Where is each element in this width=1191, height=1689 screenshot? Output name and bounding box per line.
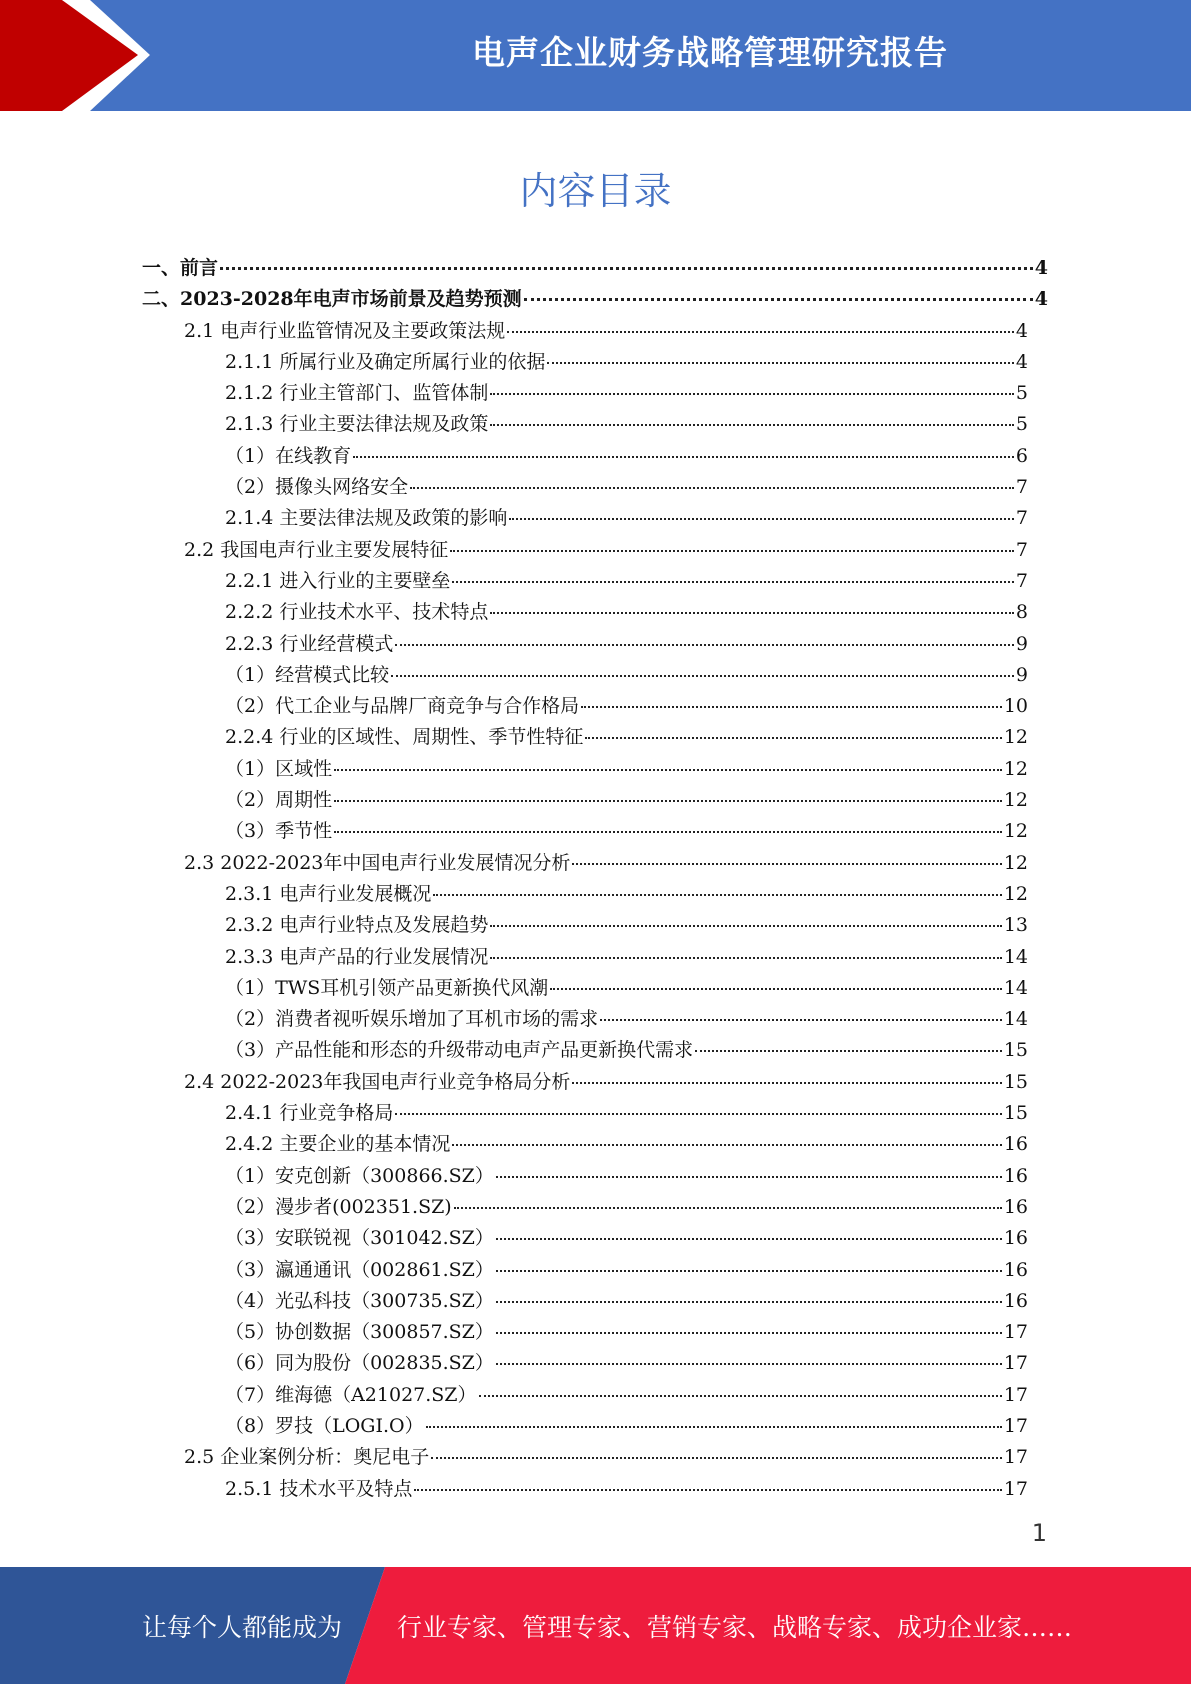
toc-entry-page: 5 xyxy=(1015,382,1028,405)
toc-entry-page: 9 xyxy=(1015,663,1028,686)
toc-dot-leader xyxy=(490,956,1001,959)
toc-dot-leader xyxy=(509,517,1014,520)
toc-entry-label: 2.2.2 行业技术水平、技术特点 xyxy=(225,601,489,624)
toc-entry-page: 4 xyxy=(1034,288,1048,311)
toc-entry-label: 2.1.4 主要法律法规及政策的影响 xyxy=(225,507,508,530)
toc-entry-page: 17 xyxy=(1003,1477,1028,1500)
toc-entry-label: （3）安联锐视（301042.SZ） xyxy=(225,1227,494,1250)
toc-entry[interactable] xyxy=(0,378,1028,409)
toc-entry-page: 16 xyxy=(1003,1258,1028,1281)
toc-entry-label: （7）维海德（A21027.SZ） xyxy=(225,1383,477,1406)
toc-dot-leader xyxy=(581,705,1002,708)
toc-dot-leader xyxy=(524,297,1033,301)
toc-entry-label: 2.1.3 行业主要法律法规及政策 xyxy=(225,413,489,436)
toc-dot-leader xyxy=(353,455,1014,458)
toc-entry-label: （1）安克创新（300866.SZ） xyxy=(225,1164,494,1187)
toc-dot-leader xyxy=(220,266,1033,270)
toc-entry-label: （1）在线教育 xyxy=(225,444,352,467)
toc-entry-page: 17 xyxy=(1003,1352,1028,1375)
toc-entry[interactable] xyxy=(0,1380,1028,1411)
toc-entry-page: 8 xyxy=(1015,601,1028,624)
toc-dot-leader xyxy=(414,1488,1001,1491)
toc-entry-page: 7 xyxy=(1015,507,1028,530)
toc-entry-label: 2.1.1 所属行业及确定所属行业的依据 xyxy=(225,350,546,373)
toc-dot-leader xyxy=(426,1425,1002,1428)
toc-dot-leader xyxy=(507,330,1014,333)
toc-entry-page: 7 xyxy=(1015,538,1028,561)
toc-dot-leader xyxy=(391,674,1014,677)
toc-entry-page: 12 xyxy=(1003,851,1028,874)
toc-entry[interactable] xyxy=(0,1255,1028,1286)
toc-entry[interactable] xyxy=(0,253,1048,284)
toc-entry[interactable] xyxy=(0,1348,1028,1379)
toc-dot-leader xyxy=(454,1206,1002,1209)
toc-entry[interactable] xyxy=(0,1129,1028,1160)
toc-entry-page: 4 xyxy=(1034,257,1048,279)
toc-entry[interactable] xyxy=(0,910,1028,941)
toc-entry[interactable] xyxy=(0,1317,1028,1348)
toc-entry[interactable] xyxy=(0,848,1028,879)
toc-entry-page: 16 xyxy=(1003,1227,1028,1250)
toc-entry[interactable] xyxy=(0,409,1028,440)
toc-dot-leader xyxy=(496,1237,1002,1240)
toc-entry-label: 2.2.4 行业的区域性、周期性、季节性特征 xyxy=(225,726,584,749)
toc-entry-label: （4）光弘科技（300735.SZ） xyxy=(225,1289,494,1312)
toc-entry-page: 15 xyxy=(1003,1070,1028,1093)
toc-entry-page: 12 xyxy=(1003,726,1028,749)
toc-entry-label: （3）瀛通通讯（002861.SZ） xyxy=(225,1258,494,1281)
footer-slogan-left: 让每个人都能成为 xyxy=(142,1613,343,1642)
toc-entry-label: 2.2.3 行业经营模式 xyxy=(225,632,394,655)
toc-entry-label: （2）代工企业与品牌厂商竞争与合作格局 xyxy=(225,695,580,718)
toc-entry-label: 2.3.3 电声产品的行业发展情况 xyxy=(225,945,489,968)
toc-entry[interactable] xyxy=(0,973,1028,1004)
toc-entry-page: 9 xyxy=(1015,632,1028,655)
toc-entry[interactable] xyxy=(0,660,1028,691)
toc-entry-label: （3）季节性 xyxy=(225,820,333,843)
toc-dot-leader xyxy=(452,1143,1001,1146)
toc-entry-page: 17 xyxy=(1003,1446,1028,1469)
toc-entry-page: 4 xyxy=(1015,350,1028,373)
toc-dot-leader xyxy=(410,486,1014,489)
toc-dot-leader xyxy=(334,768,1002,771)
toc-entry-label: （2）消费者视听娱乐增加了耳机市场的需求 xyxy=(225,1008,599,1031)
toc-dot-leader xyxy=(431,1456,1002,1459)
toc-dot-leader xyxy=(572,1081,1001,1084)
toc-entry[interactable] xyxy=(0,722,1028,753)
toc-dot-leader xyxy=(585,736,1001,739)
footer-banner xyxy=(0,1567,1191,1684)
toc-entry[interactable] xyxy=(0,629,1028,660)
toc-entry-page: 16 xyxy=(1003,1195,1028,1218)
toc-entry-page: 14 xyxy=(1003,945,1028,968)
toc-entry[interactable] xyxy=(0,503,1028,534)
toc-dot-leader xyxy=(490,392,1014,395)
toc-entry[interactable] xyxy=(0,942,1028,973)
toc-entry[interactable] xyxy=(0,1411,1028,1442)
toc-entry-page: 12 xyxy=(1003,757,1028,780)
toc-entry[interactable] xyxy=(0,785,1028,816)
toc-entry-page: 17 xyxy=(1003,1383,1028,1406)
toc-entry[interactable] xyxy=(0,1004,1028,1035)
page-title: 内容目录 xyxy=(519,169,672,213)
page-number: 1 xyxy=(1031,1519,1047,1547)
toc-entry[interactable] xyxy=(0,1067,1028,1098)
toc-entry[interactable] xyxy=(0,1442,1028,1473)
toc-entry[interactable] xyxy=(0,754,1028,785)
toc-dot-leader xyxy=(695,1049,1002,1052)
toc-dot-leader xyxy=(334,830,1002,833)
toc-entry[interactable] xyxy=(0,284,1048,315)
toc-entry-page: 16 xyxy=(1003,1289,1028,1312)
toc-entry-page: 15 xyxy=(1003,1039,1028,1062)
toc-entry[interactable] xyxy=(0,441,1028,472)
toc-dot-leader xyxy=(395,1112,1001,1115)
toc-entry[interactable] xyxy=(0,347,1028,378)
toc-entry-label: 2.2 我国电声行业主要发展特征 xyxy=(184,538,449,561)
toc-entry-label: 2.3 2022-2023年中国电声行业发展情况分析 xyxy=(184,851,571,874)
toc-entry-label: 2.1 电声行业监管情况及主要政策法规 xyxy=(184,319,506,342)
toc-entry-label: 2.2.1 进入行业的主要壁垒 xyxy=(225,569,451,592)
toc-dot-leader xyxy=(547,361,1014,364)
toc-entry[interactable] xyxy=(0,535,1028,566)
toc-entry-label: （5）协创数据（300857.SZ） xyxy=(225,1321,494,1344)
toc-entry-page: 12 xyxy=(1003,820,1028,843)
toc-entry-label: （1）区域性 xyxy=(225,757,333,780)
toc-entry[interactable] xyxy=(0,879,1028,910)
toc-dot-leader xyxy=(490,423,1014,426)
toc-entry-page: 7 xyxy=(1015,569,1028,592)
toc-entry[interactable] xyxy=(0,691,1028,722)
toc-entry-label: 2.4.2 主要企业的基本情况 xyxy=(225,1133,451,1156)
toc-entry[interactable] xyxy=(0,1161,1028,1192)
toc-entry-label: （2）周期性 xyxy=(225,789,333,812)
toc-entry-label: 2.5 企业案例分析：奥尼电子 xyxy=(184,1446,430,1469)
toc-entry-label: （2）摄像头网络安全 xyxy=(225,476,409,499)
toc-entry-label: （3）产品性能和形态的升级带动电声产品更新换代需求 xyxy=(225,1039,694,1062)
toc-entry[interactable] xyxy=(0,316,1028,347)
toc-dot-leader xyxy=(572,862,1001,865)
toc-entry[interactable] xyxy=(0,1474,1028,1505)
header-banner xyxy=(0,0,1191,111)
toc-entry[interactable] xyxy=(0,816,1028,847)
toc-entry-page: 16 xyxy=(1003,1164,1028,1187)
toc-dot-leader xyxy=(490,611,1014,614)
toc-entry-page: 13 xyxy=(1003,914,1028,937)
toc-entry-page: 12 xyxy=(1003,882,1028,905)
toc-entry[interactable] xyxy=(0,1223,1028,1254)
toc-entry-page: 10 xyxy=(1003,695,1028,718)
toc-dot-leader xyxy=(550,987,1002,990)
header-title: 电声企业财务战略管理研究报告 xyxy=(472,33,948,72)
toc-dot-leader xyxy=(479,1394,1002,1397)
toc-dot-leader xyxy=(395,643,1014,646)
toc-dot-leader xyxy=(496,1300,1002,1303)
toc-dot-leader xyxy=(496,1175,1002,1178)
toc-entry-page: 16 xyxy=(1003,1133,1028,1156)
toc-entry-label: 2.4 2022-2023年我国电声行业竞争格局分析 xyxy=(184,1070,571,1093)
toc-entry-label: 2.3.1 电声行业发展概况 xyxy=(225,882,432,905)
table-of-contents xyxy=(0,253,1191,1505)
toc-entry-label: 一、前言 xyxy=(142,257,219,279)
toc-entry-page: 15 xyxy=(1003,1102,1028,1125)
toc-entry-page: 14 xyxy=(1003,1008,1028,1031)
toc-entry[interactable] xyxy=(0,1286,1028,1317)
toc-entry[interactable] xyxy=(0,1098,1028,1129)
toc-entry[interactable] xyxy=(0,1192,1028,1223)
footer-slogan-right: 行业专家、管理专家、营销专家、战略专家、成功企业家…… xyxy=(397,1613,1073,1642)
toc-entry-label: （2）漫步者(002351.SZ) xyxy=(225,1195,452,1218)
toc-dot-leader xyxy=(496,1331,1002,1334)
toc-dot-leader xyxy=(600,1018,1002,1021)
toc-entry-page: 4 xyxy=(1015,319,1028,342)
toc-entry-page: 17 xyxy=(1003,1414,1028,1437)
toc-entry[interactable] xyxy=(0,597,1028,628)
toc-entry-page: 12 xyxy=(1003,789,1028,812)
toc-entry[interactable] xyxy=(0,566,1028,597)
toc-entry-page: 5 xyxy=(1015,413,1028,436)
toc-entry[interactable] xyxy=(0,472,1028,503)
toc-entry-page: 14 xyxy=(1003,976,1028,999)
toc-dot-leader xyxy=(496,1362,1002,1365)
toc-dot-leader xyxy=(490,924,1001,927)
toc-entry-label: 2.3.2 电声行业特点及发展趋势 xyxy=(225,914,489,937)
toc-entry-page: 17 xyxy=(1003,1321,1028,1344)
toc-entry-label: 二、2023-2028年电声市场前景及趋势预测 xyxy=(142,288,522,311)
toc-entry-page: 6 xyxy=(1015,444,1028,467)
toc-dot-leader xyxy=(334,799,1002,802)
toc-entry-label: （6）同为股份（002835.SZ） xyxy=(225,1352,494,1375)
toc-entry-label: 2.5.1 技术水平及特点 xyxy=(225,1477,413,1500)
toc-entry-label: （1）经营模式比较 xyxy=(225,663,390,686)
toc-entry-page: 7 xyxy=(1015,476,1028,499)
toc-dot-leader xyxy=(452,580,1014,583)
toc-dot-leader xyxy=(496,1269,1002,1272)
toc-dot-leader xyxy=(433,893,1001,896)
toc-entry-label: （1）TWS耳机引领产品更新换代风潮 xyxy=(225,976,549,999)
toc-entry[interactable] xyxy=(0,1035,1028,1066)
toc-entry-label: 2.4.1 行业竞争格局 xyxy=(225,1102,394,1125)
toc-dot-leader xyxy=(450,549,1014,552)
toc-entry-label: 2.1.2 行业主管部门、监管体制 xyxy=(225,382,489,405)
toc-entry-label: （8）罗技（LOGI.O） xyxy=(225,1414,424,1437)
